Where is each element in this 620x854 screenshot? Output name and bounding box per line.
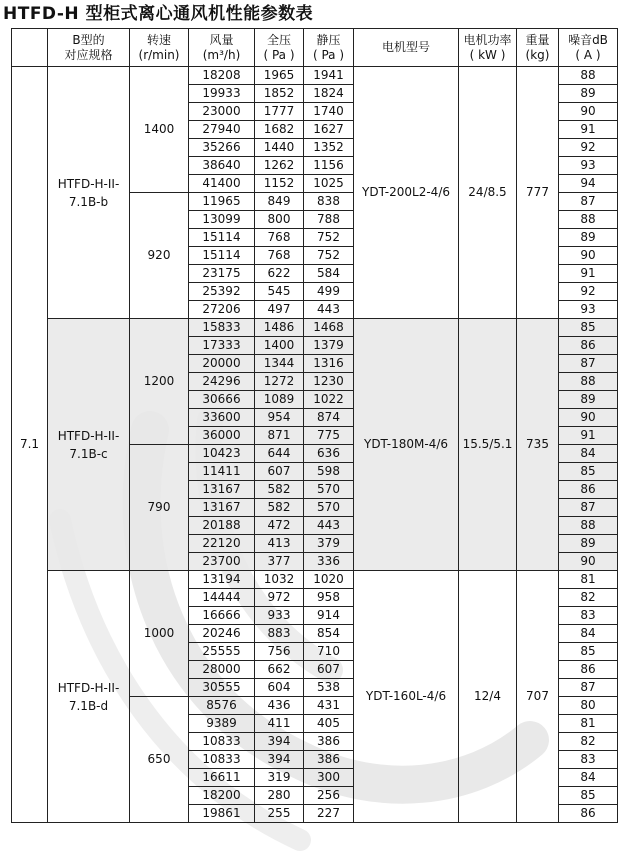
noise-cell: 86 — [559, 805, 618, 823]
total-pressure-cell: 497 — [255, 301, 304, 319]
weight-cell: 735 — [517, 319, 559, 571]
total-pressure-cell: 255 — [255, 805, 304, 823]
noise-cell: 90 — [559, 103, 618, 121]
noise-cell: 88 — [559, 517, 618, 535]
total-pressure-cell: 871 — [255, 427, 304, 445]
flow-cell: 13194 — [189, 571, 255, 589]
noise-cell: 87 — [559, 499, 618, 517]
total-pressure-cell: 622 — [255, 265, 304, 283]
total-pressure-cell: 800 — [255, 211, 304, 229]
header-total-pressure: 全压 ( Pa ) — [255, 29, 304, 67]
total-pressure-cell: 545 — [255, 283, 304, 301]
flow-cell: 14444 — [189, 589, 255, 607]
total-pressure-cell: 472 — [255, 517, 304, 535]
header-weight: 重量 (kg) — [517, 29, 559, 67]
noise-cell: 87 — [559, 355, 618, 373]
total-pressure-cell: 849 — [255, 193, 304, 211]
static-pressure-cell: 1941 — [304, 67, 354, 85]
total-pressure-cell: 394 — [255, 751, 304, 769]
static-pressure-cell: 854 — [304, 625, 354, 643]
flow-cell: 16611 — [189, 769, 255, 787]
flow-cell: 23700 — [189, 553, 255, 571]
total-pressure-cell: 411 — [255, 715, 304, 733]
header-static-pressure: 静压 ( Pa ) — [304, 29, 354, 67]
flow-cell: 41400 — [189, 175, 255, 193]
flow-cell: 27206 — [189, 301, 255, 319]
flow-cell: 20246 — [189, 625, 255, 643]
static-pressure-cell: 386 — [304, 733, 354, 751]
static-pressure-cell: 1316 — [304, 355, 354, 373]
static-pressure-cell: 1020 — [304, 571, 354, 589]
flow-cell: 25392 — [189, 283, 255, 301]
total-pressure-cell: 662 — [255, 661, 304, 679]
static-pressure-cell: 636 — [304, 445, 354, 463]
total-pressure-cell: 1486 — [255, 319, 304, 337]
flow-cell: 19861 — [189, 805, 255, 823]
noise-cell: 92 — [559, 139, 618, 157]
noise-cell: 93 — [559, 301, 618, 319]
table-row — [12, 319, 618, 337]
total-pressure-cell: 972 — [255, 589, 304, 607]
performance-table — [11, 28, 618, 823]
noise-cell: 92 — [559, 283, 618, 301]
total-pressure-cell: 1400 — [255, 337, 304, 355]
total-pressure-cell: 607 — [255, 463, 304, 481]
noise-cell: 88 — [559, 211, 618, 229]
static-pressure-cell: 1379 — [304, 337, 354, 355]
noise-cell: 85 — [559, 319, 618, 337]
flow-cell: 33600 — [189, 409, 255, 427]
speed-cell: 790 — [130, 445, 189, 571]
total-pressure-cell: 644 — [255, 445, 304, 463]
static-pressure-cell: 300 — [304, 769, 354, 787]
static-pressure-cell: 405 — [304, 715, 354, 733]
flow-cell: 8576 — [189, 697, 255, 715]
noise-cell: 81 — [559, 571, 618, 589]
static-pressure-cell: 1740 — [304, 103, 354, 121]
flow-cell: 20188 — [189, 517, 255, 535]
noise-cell: 89 — [559, 229, 618, 247]
motor-model-cell: YDT-180M-4/6 — [354, 319, 459, 571]
flow-cell: 10833 — [189, 751, 255, 769]
total-pressure-cell: 604 — [255, 679, 304, 697]
motor-model-cell: YDT-160L-4/6 — [354, 571, 459, 823]
flow-cell: 20000 — [189, 355, 255, 373]
flow-cell: 22120 — [189, 535, 255, 553]
flow-cell: 24296 — [189, 373, 255, 391]
total-pressure-cell: 582 — [255, 481, 304, 499]
static-pressure-cell: 874 — [304, 409, 354, 427]
flow-cell: 30555 — [189, 679, 255, 697]
total-pressure-cell: 1272 — [255, 373, 304, 391]
noise-cell: 81 — [559, 715, 618, 733]
header-speed: 转速 (r/min) — [130, 29, 189, 67]
total-pressure-cell: 1089 — [255, 391, 304, 409]
flow-cell: 15114 — [189, 247, 255, 265]
motor-model-cell: YDT-200L2-4/6 — [354, 67, 459, 319]
noise-cell: 87 — [559, 679, 618, 697]
flow-cell: 18208 — [189, 67, 255, 85]
static-pressure-cell: 1025 — [304, 175, 354, 193]
static-pressure-cell: 386 — [304, 751, 354, 769]
noise-cell: 91 — [559, 427, 618, 445]
static-pressure-cell: 1627 — [304, 121, 354, 139]
flow-cell: 16666 — [189, 607, 255, 625]
flow-cell: 9389 — [189, 715, 255, 733]
static-pressure-cell: 1230 — [304, 373, 354, 391]
static-pressure-cell: 336 — [304, 553, 354, 571]
noise-cell: 82 — [559, 733, 618, 751]
static-pressure-cell: 256 — [304, 787, 354, 805]
noise-cell: 86 — [559, 337, 618, 355]
flow-cell: 30666 — [189, 391, 255, 409]
table-row — [12, 67, 618, 85]
noise-cell: 91 — [559, 265, 618, 283]
static-pressure-cell: 570 — [304, 481, 354, 499]
static-pressure-cell: 914 — [304, 607, 354, 625]
static-pressure-cell: 443 — [304, 301, 354, 319]
spec-cell: HTFD-H-II- 7.1B-c — [48, 319, 130, 571]
static-pressure-cell: 584 — [304, 265, 354, 283]
flow-cell: 11965 — [189, 193, 255, 211]
weight-cell: 707 — [517, 571, 559, 823]
noise-cell: 90 — [559, 409, 618, 427]
motor-power-cell: 12/4 — [459, 571, 517, 823]
table-row — [12, 571, 618, 589]
flow-cell: 15833 — [189, 319, 255, 337]
total-pressure-cell: 319 — [255, 769, 304, 787]
spec-cell: HTFD-H-II- 7.1B-d — [48, 571, 130, 823]
total-pressure-cell: 933 — [255, 607, 304, 625]
static-pressure-cell: 958 — [304, 589, 354, 607]
total-pressure-cell: 768 — [255, 247, 304, 265]
total-pressure-cell: 1852 — [255, 85, 304, 103]
static-pressure-cell: 538 — [304, 679, 354, 697]
static-pressure-cell: 443 — [304, 517, 354, 535]
static-pressure-cell: 752 — [304, 247, 354, 265]
flow-cell: 13167 — [189, 481, 255, 499]
noise-cell: 80 — [559, 697, 618, 715]
speed-cell: 1200 — [130, 319, 189, 445]
noise-cell: 94 — [559, 175, 618, 193]
header-spec: B型的 对应规格 — [48, 29, 130, 67]
header-motor-power: 电机功率 ( kW ) — [459, 29, 517, 67]
noise-cell: 84 — [559, 625, 618, 643]
total-pressure-cell: 413 — [255, 535, 304, 553]
static-pressure-cell: 499 — [304, 283, 354, 301]
weight-cell: 777 — [517, 67, 559, 319]
static-pressure-cell: 379 — [304, 535, 354, 553]
total-pressure-cell: 1440 — [255, 139, 304, 157]
flow-cell: 17333 — [189, 337, 255, 355]
noise-cell: 83 — [559, 751, 618, 769]
total-pressure-cell: 377 — [255, 553, 304, 571]
noise-cell: 89 — [559, 391, 618, 409]
flow-cell: 27940 — [189, 121, 255, 139]
total-pressure-cell: 954 — [255, 409, 304, 427]
static-pressure-cell: 607 — [304, 661, 354, 679]
header-row — [12, 29, 618, 67]
total-pressure-cell: 756 — [255, 643, 304, 661]
noise-cell: 87 — [559, 193, 618, 211]
speed-cell: 1400 — [130, 67, 189, 193]
total-pressure-cell: 394 — [255, 733, 304, 751]
page-title: HTFD-H 型柜式离心通风机性能参数表 — [3, 4, 314, 24]
speed-cell: 650 — [130, 697, 189, 823]
header-motor-model: 电机型号 — [354, 29, 459, 67]
static-pressure-cell: 598 — [304, 463, 354, 481]
header-noise: 噪音dB ( A ) — [559, 29, 618, 67]
flow-cell: 19933 — [189, 85, 255, 103]
flow-cell: 13099 — [189, 211, 255, 229]
noise-cell: 84 — [559, 769, 618, 787]
static-pressure-cell: 1824 — [304, 85, 354, 103]
noise-cell: 86 — [559, 481, 618, 499]
flow-cell: 10423 — [189, 445, 255, 463]
model-number-cell: 7.1 — [12, 67, 48, 823]
flow-cell: 13167 — [189, 499, 255, 517]
noise-cell: 85 — [559, 787, 618, 805]
noise-cell: 90 — [559, 247, 618, 265]
flow-cell: 11411 — [189, 463, 255, 481]
static-pressure-cell: 775 — [304, 427, 354, 445]
noise-cell: 93 — [559, 157, 618, 175]
static-pressure-cell: 1468 — [304, 319, 354, 337]
noise-cell: 91 — [559, 121, 618, 139]
motor-power-cell: 24/8.5 — [459, 67, 517, 319]
total-pressure-cell: 582 — [255, 499, 304, 517]
flow-cell: 38640 — [189, 157, 255, 175]
static-pressure-cell: 570 — [304, 499, 354, 517]
flow-cell: 28000 — [189, 661, 255, 679]
flow-cell: 15114 — [189, 229, 255, 247]
static-pressure-cell: 1352 — [304, 139, 354, 157]
noise-cell: 90 — [559, 553, 618, 571]
flow-cell: 23000 — [189, 103, 255, 121]
static-pressure-cell: 788 — [304, 211, 354, 229]
static-pressure-cell: 710 — [304, 643, 354, 661]
total-pressure-cell: 1777 — [255, 103, 304, 121]
flow-cell: 18200 — [189, 787, 255, 805]
flow-cell: 25555 — [189, 643, 255, 661]
header-flow: 风量 (m³/h) — [189, 29, 255, 67]
noise-cell: 83 — [559, 607, 618, 625]
static-pressure-cell: 1156 — [304, 157, 354, 175]
total-pressure-cell: 1682 — [255, 121, 304, 139]
spec-cell: HTFD-H-II- 7.1B-b — [48, 67, 130, 319]
noise-cell: 85 — [559, 463, 618, 481]
noise-cell: 86 — [559, 661, 618, 679]
total-pressure-cell: 280 — [255, 787, 304, 805]
total-pressure-cell: 1262 — [255, 157, 304, 175]
flow-cell: 35266 — [189, 139, 255, 157]
speed-cell: 920 — [130, 193, 189, 319]
speed-cell: 1000 — [130, 571, 189, 697]
motor-power-cell: 15.5/5.1 — [459, 319, 517, 571]
flow-cell: 23175 — [189, 265, 255, 283]
total-pressure-cell: 1032 — [255, 571, 304, 589]
noise-cell: 85 — [559, 643, 618, 661]
static-pressure-cell: 752 — [304, 229, 354, 247]
flow-cell: 10833 — [189, 733, 255, 751]
noise-cell: 88 — [559, 67, 618, 85]
total-pressure-cell: 1344 — [255, 355, 304, 373]
noise-cell: 82 — [559, 589, 618, 607]
noise-cell: 84 — [559, 445, 618, 463]
static-pressure-cell: 838 — [304, 193, 354, 211]
total-pressure-cell: 1965 — [255, 67, 304, 85]
static-pressure-cell: 431 — [304, 697, 354, 715]
total-pressure-cell: 768 — [255, 229, 304, 247]
noise-cell: 88 — [559, 373, 618, 391]
flow-cell: 36000 — [189, 427, 255, 445]
header-model-no — [12, 29, 48, 67]
noise-cell: 89 — [559, 85, 618, 103]
total-pressure-cell: 436 — [255, 697, 304, 715]
noise-cell: 89 — [559, 535, 618, 553]
total-pressure-cell: 883 — [255, 625, 304, 643]
total-pressure-cell: 1152 — [255, 175, 304, 193]
static-pressure-cell: 1022 — [304, 391, 354, 409]
static-pressure-cell: 227 — [304, 805, 354, 823]
